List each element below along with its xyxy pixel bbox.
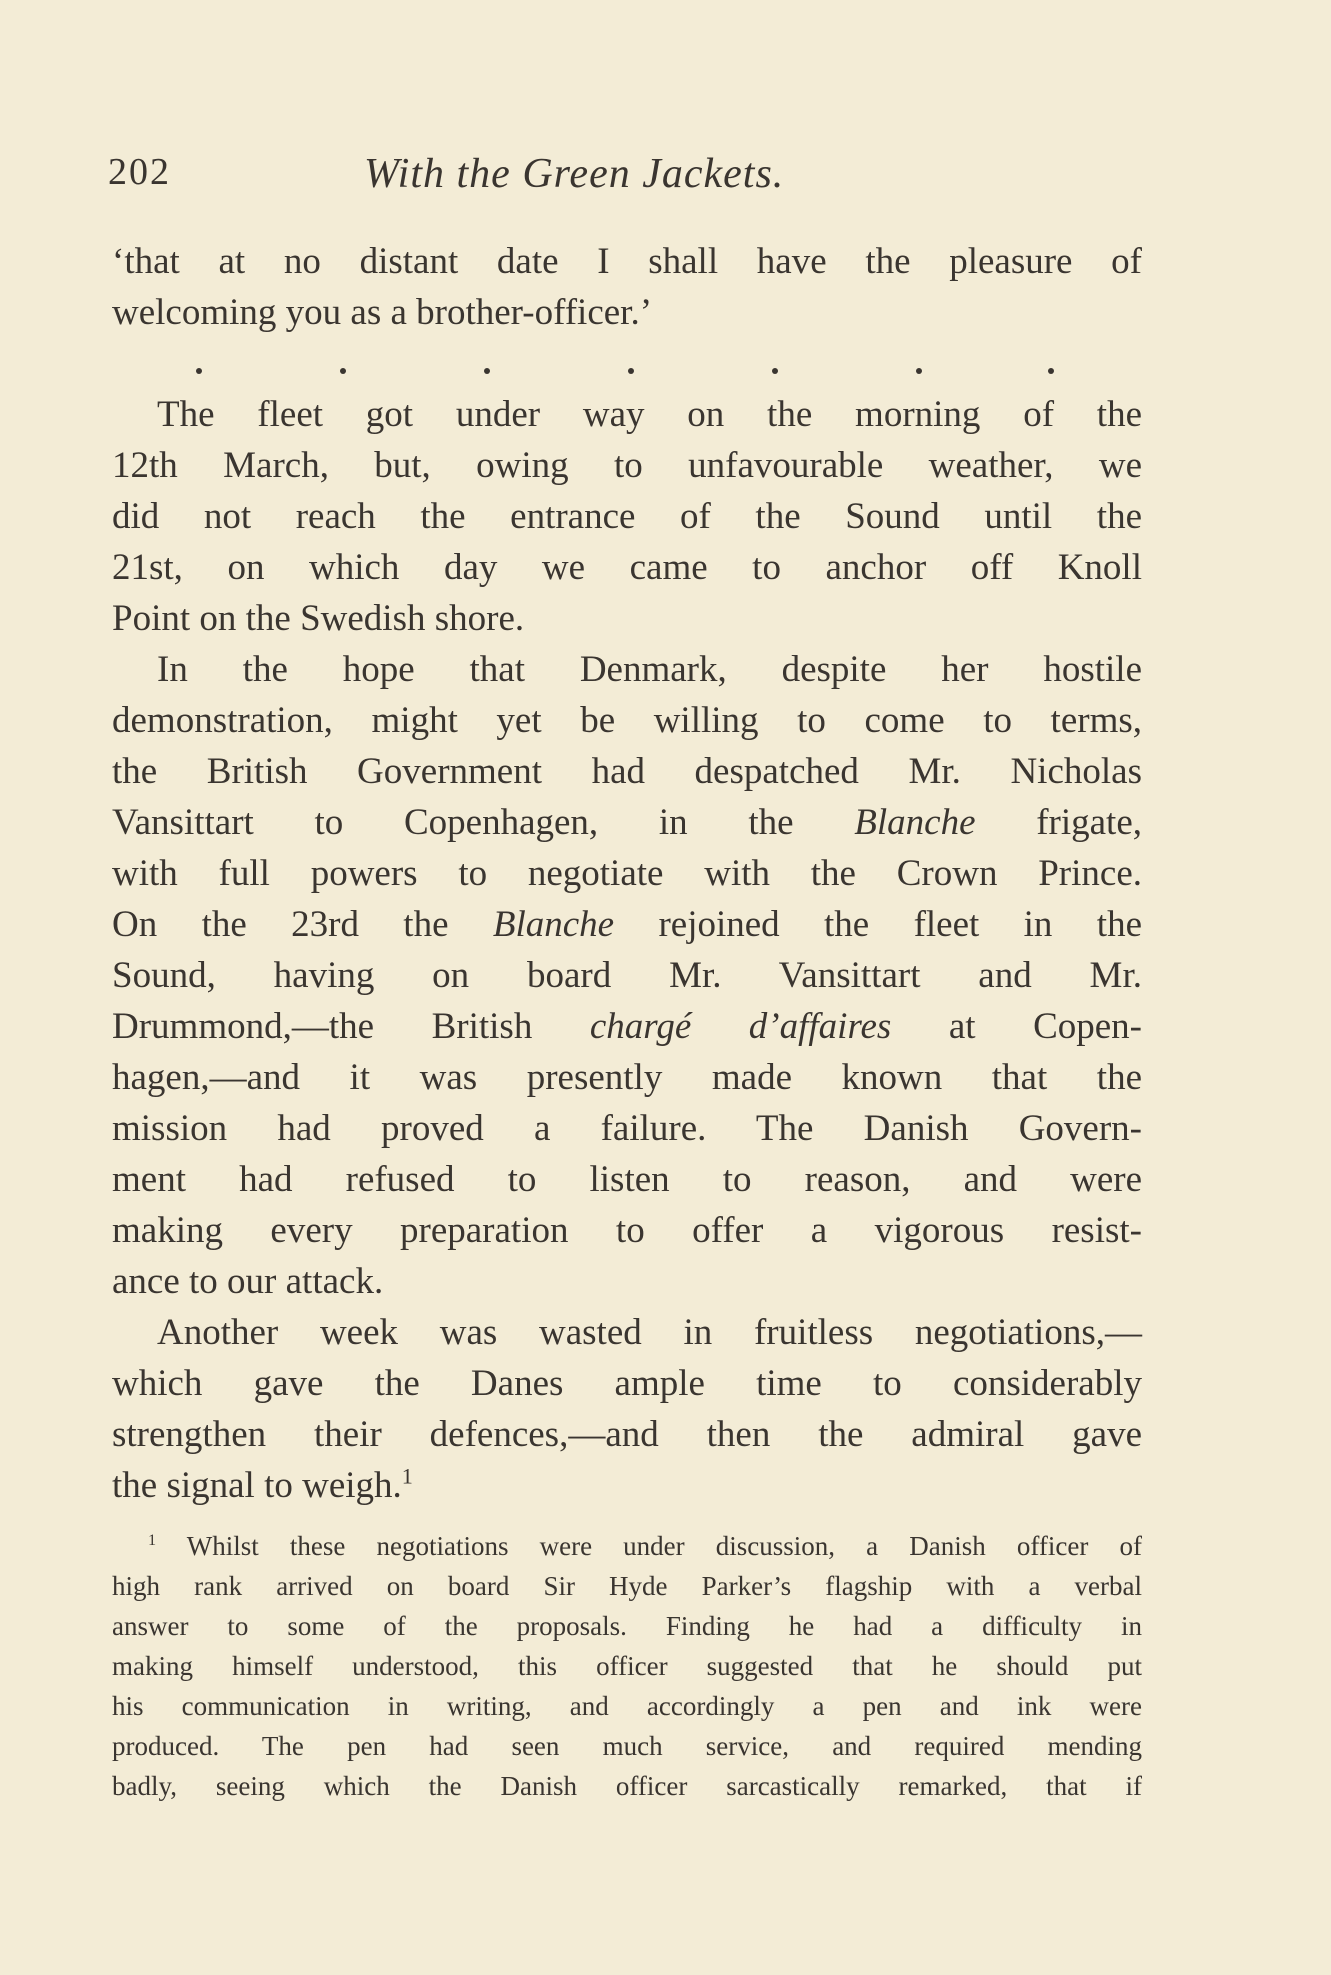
dot	[916, 368, 922, 374]
text-line: ance to our attack.	[112, 1261, 384, 1302]
section-break-dots	[112, 338, 1142, 389]
text-line: did not reach the entrance of the Sound until the	[112, 496, 1142, 537]
ship-name: Blanche	[492, 904, 615, 945]
text-line: demonstration, might yet be willing to come to terms,	[112, 700, 1142, 741]
running-head	[108, 150, 1148, 210]
text-line: ment had refused to listen to reason, and were	[112, 1159, 1142, 1200]
italic-term: chargé d’affaires	[589, 1006, 892, 1047]
text-line: with full powers to negotiate with the Crown Prince.	[112, 853, 1142, 894]
text-line: ‘that at no distant date I shall have the pleasure of	[112, 241, 1142, 282]
footnote-line: produced. The pen had seen much service, and required mending	[112, 1731, 1142, 1761]
footnotes	[112, 1526, 1142, 1806]
text-line: mission had proved a failure. The Danish Govern-	[112, 1108, 1142, 1149]
text-segment: On the 23rd the	[112, 904, 493, 945]
text-line: Another week was wasted in fruitless negotiations,—	[157, 1312, 1142, 1353]
footnote-line: his communication in writing, and accordingly a pen and ink were	[112, 1691, 1142, 1721]
text-line: which gave the Danes ample time to considerably	[112, 1363, 1142, 1404]
dot	[628, 368, 634, 374]
footnote-line: badly, seeing which the Danish officer sarcastically remarked, that if	[112, 1771, 1142, 1801]
dot	[1048, 368, 1054, 374]
footnote-line: high rank arrived on board Sir Hyde Parker’s flagship with a verbal	[112, 1571, 1142, 1601]
text-segment: Drummond,—the British	[112, 1006, 590, 1047]
dot	[340, 368, 346, 374]
text-line: welcoming you as a brother-officer.’	[112, 292, 653, 333]
text-line: 12th March, but, owing to unfavourable weather, we	[112, 445, 1142, 486]
footnote-line: answer to some of the proposals. Finding he had a difficulty in	[112, 1611, 1142, 1641]
text-line: 21st, on which day we came to anchor off Knoll	[112, 547, 1142, 588]
running-title: With the Green Jackets.	[364, 151, 785, 197]
ship-name: Blanche	[854, 802, 976, 843]
text-segment: Vansittart to Copenhagen, in the	[112, 802, 855, 843]
dot	[196, 368, 202, 374]
text-line: Sound, having on board Mr. Vansittart and Mr.	[112, 955, 1142, 996]
text-segment: at Copen-	[891, 1006, 1142, 1047]
footnote-line	[112, 1526, 1142, 1566]
text-segment: the signal to weigh.	[112, 1465, 402, 1506]
text-segment: rejoined the fleet in the	[614, 904, 1142, 945]
page-number: 202	[108, 151, 171, 193]
footnote-line: making himself understood, this officer suggested that he should put	[112, 1651, 1142, 1681]
text-line	[112, 797, 1142, 848]
text-line: strengthen their defences,—and then the admiral gave	[112, 1414, 1142, 1455]
text-line	[112, 1460, 1142, 1511]
text-line: hagen,—and it was presently made known that the	[112, 1057, 1142, 1098]
footnote-text: Whilst these negotiations were under discussion, a Danish officer of	[156, 1531, 1142, 1561]
footnote-marker: 1	[148, 1531, 157, 1549]
dot	[484, 368, 490, 374]
text-line: In the hope that Denmark, despite her hostile	[157, 649, 1142, 690]
dot	[772, 368, 778, 374]
text-line	[112, 899, 1142, 950]
text-line	[112, 1001, 1142, 1052]
text-line: making every preparation to offer a vigorous resist-	[112, 1210, 1142, 1251]
footnote-reference: 1	[401, 1463, 413, 1489]
text-segment: frigate,	[975, 802, 1142, 843]
text-line: the British Government had despatched Mr. Nicholas	[112, 751, 1142, 792]
body-text	[112, 236, 1142, 1511]
text-line: Point on the Swedish shore.	[112, 598, 525, 639]
text-line: The fleet got under way on the morning of the	[157, 394, 1142, 435]
